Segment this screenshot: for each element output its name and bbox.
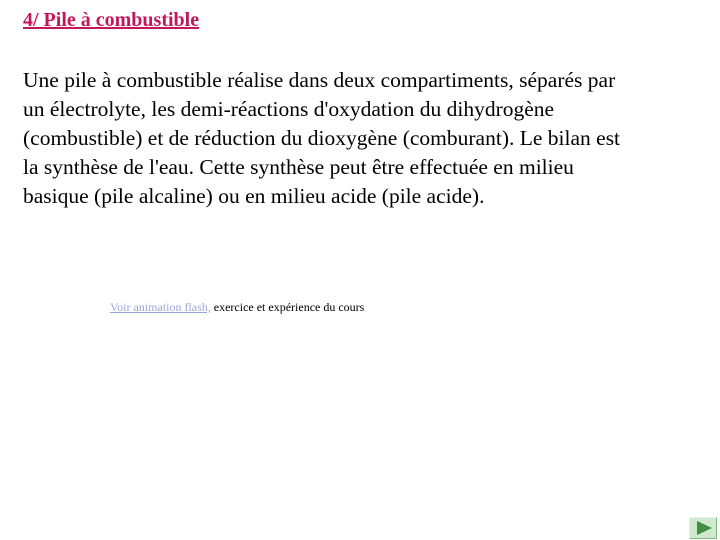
slide-title: 4/ Pile à combustible: [23, 9, 200, 31]
paragraph-line: la synthèse de l'eau. Cette synthèse peut être effectuée en milieu: [23, 155, 574, 179]
paragraph-line: Une pile à combustible réalise dans deux compartiments, séparés par: [23, 68, 616, 92]
next-slide-button[interactable]: [689, 517, 717, 539]
flash-animation-link[interactable]: Voir animation flash,: [110, 300, 211, 314]
resources-description: exercice et expérience du cours: [210, 300, 365, 314]
paragraph-line: un électrolyte, les demi-réactions d'oxydation du dihydrogène: [23, 97, 555, 121]
slide-paragraph: [23, 66, 703, 211]
resources-line: [110, 299, 364, 315]
play-triangle-icon: [696, 521, 712, 535]
paragraph-line: basique (pile alcaline) ou en milieu acide (pile acide).: [23, 184, 485, 208]
paragraph-line: (combustible) et de réduction du dioxygène (comburant). Le bilan est: [23, 126, 621, 150]
